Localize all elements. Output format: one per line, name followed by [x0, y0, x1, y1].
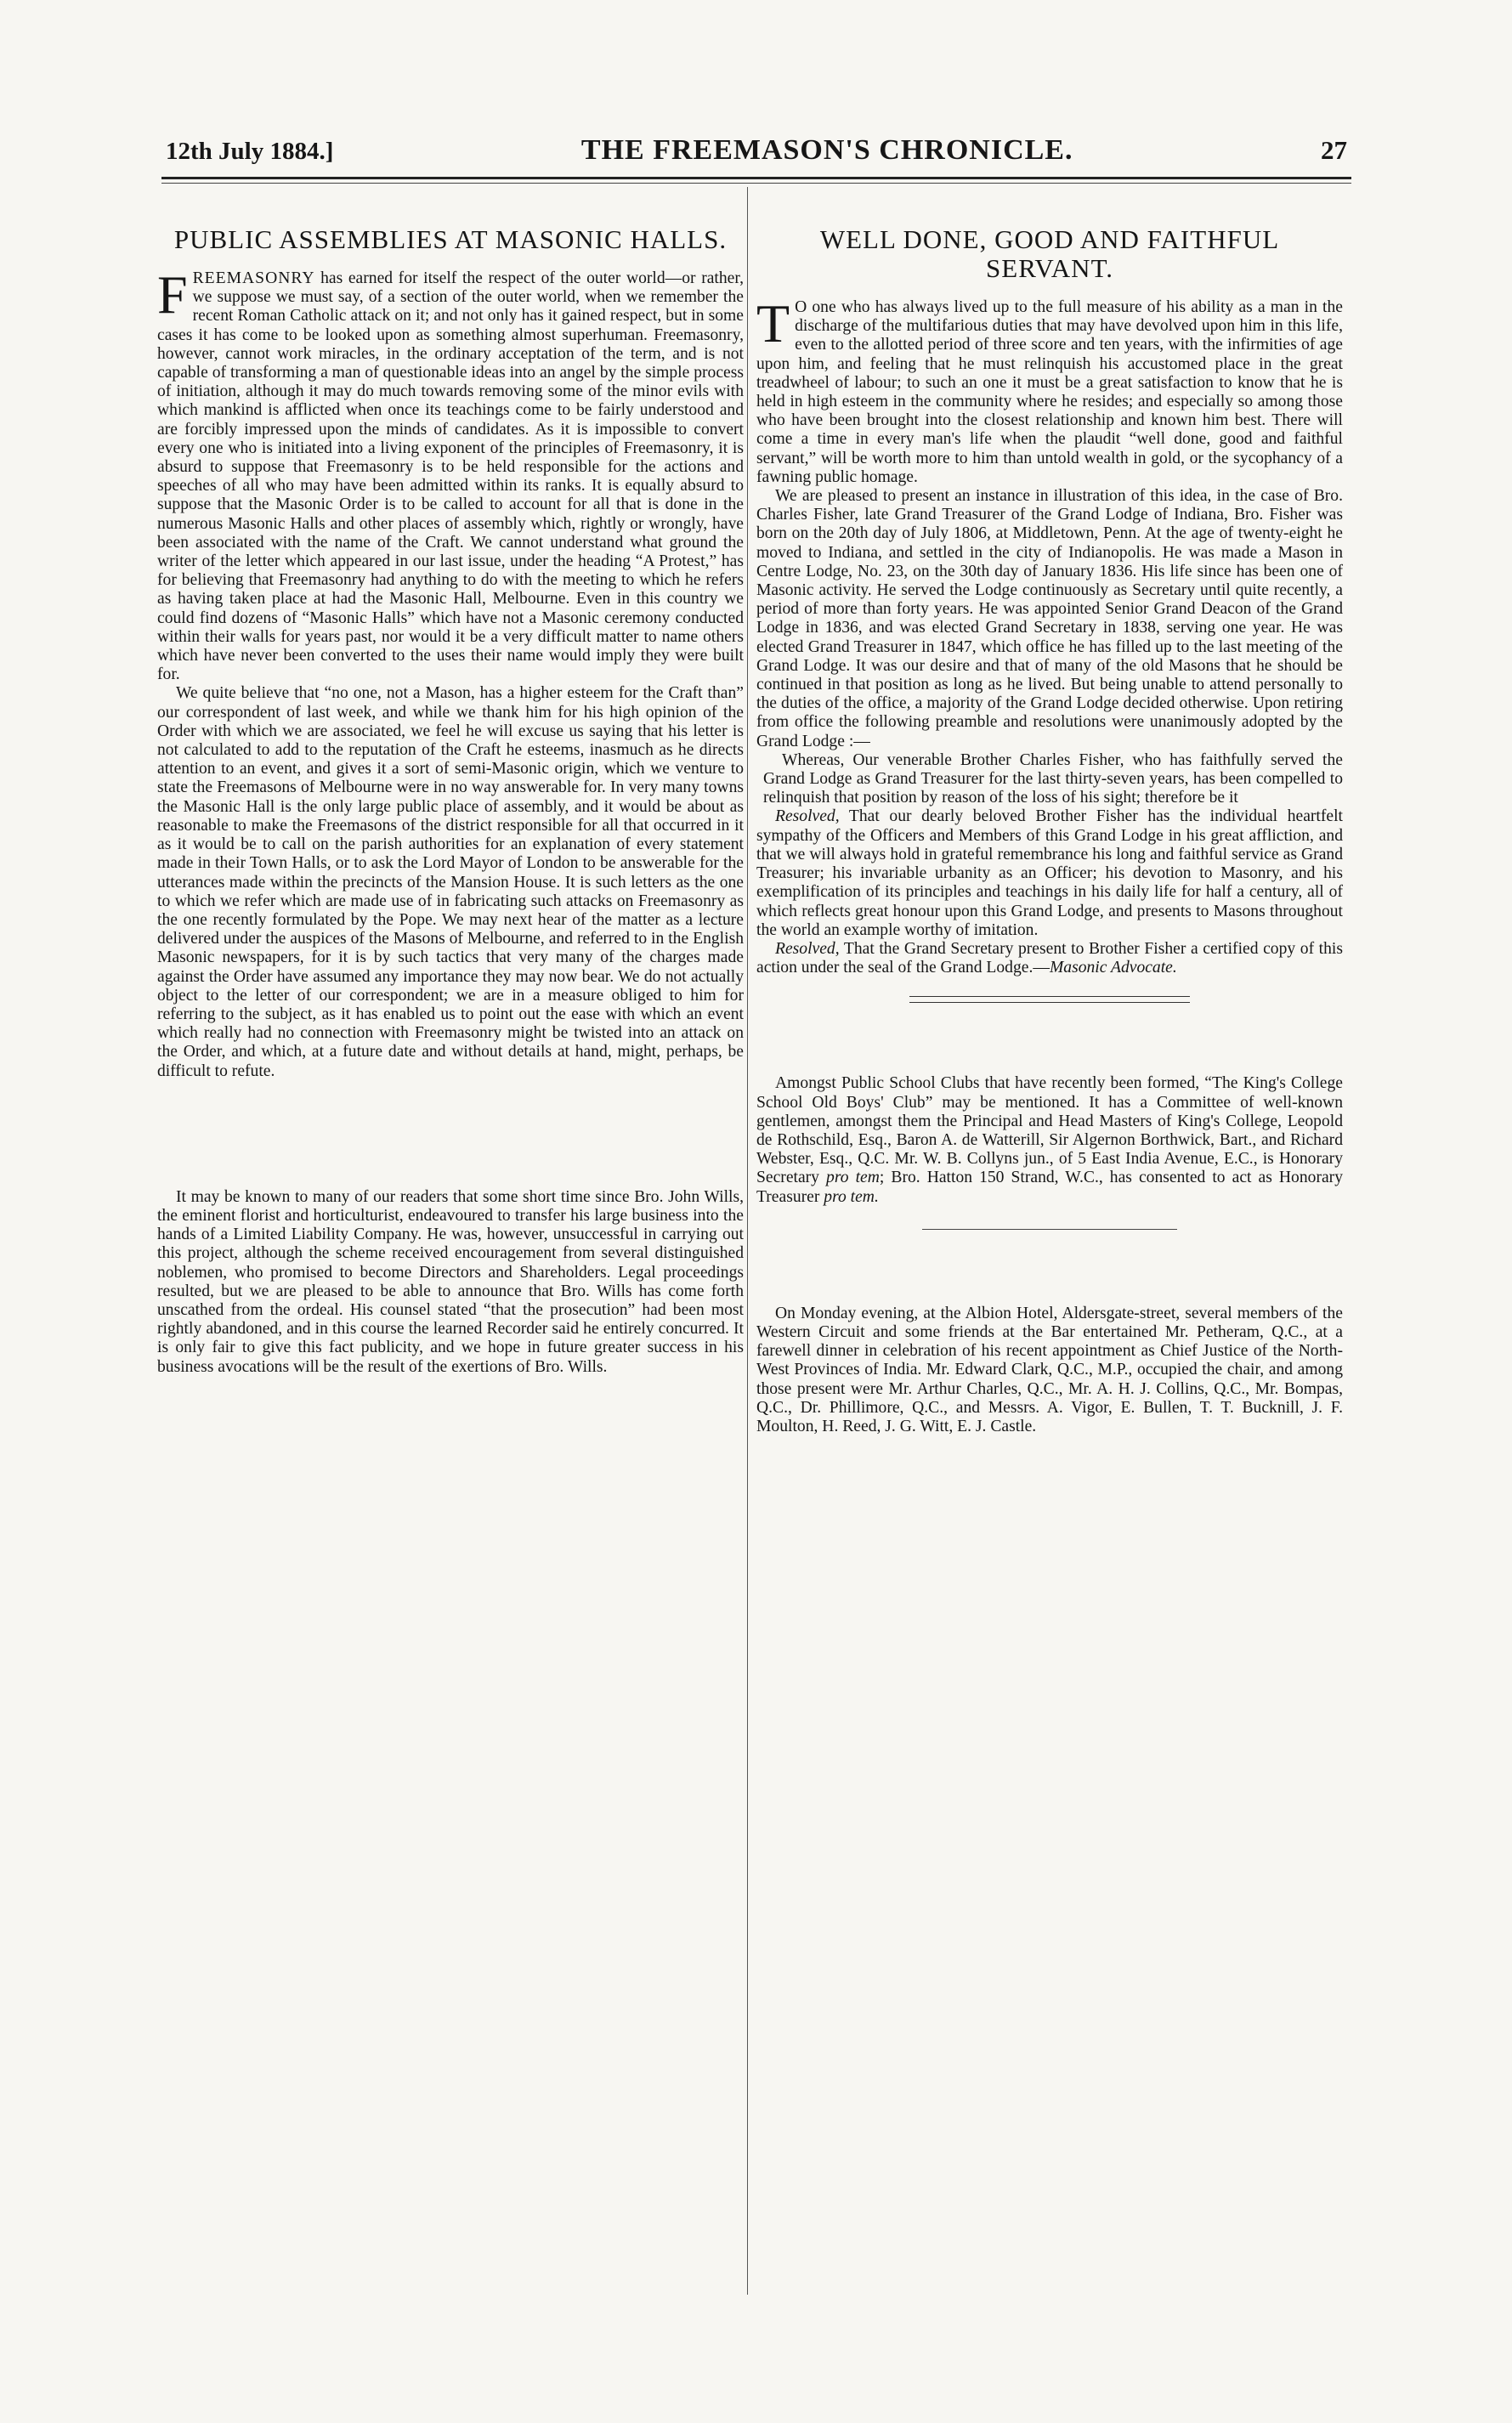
pro-tem: pro tem: [826, 1169, 880, 1187]
article-headline-masonic-halls: PUBLIC ASSEMBLIES AT MASONIC HALLS.: [173, 224, 728, 254]
resolution-2: [756, 940, 1343, 977]
lead-word: REEMASONRY: [192, 269, 315, 287]
issue-date: 12th July 1884.]: [166, 138, 334, 165]
column-divider: [747, 187, 748, 2295]
news-item-wills: It may be known to many of our readers that some short time since Bro. John Wills, the eminent florist and horticulturist, endeavoured to transfer his large business into the hands of a Limited Liability Company. He was, however, unsuccessful in carrying out this project, although the scheme received encouragement from several distinguished noblemen, who promised to become Directors and Shareholders. Legal proceedings resulted, but we are pleased to be able to announce that Bro. Wills has come forth unscathed from the ordeal. His counsel stated “that the prosecution” had been most rightly abandoned, and in this course the learned Recorder said he entirely concurred. It is only fair to give this fact publicity, and we hope in future greater success in his business avocations will be the result of the exertions of Bro. Wills.: [157, 1187, 744, 1376]
resolution-text: That our dearly beloved Brother Fisher has the individual heartfelt sympathy of the Officers and Members of this Grand Lodge in his great affliction, and that we will always hold in grateful remembrance his long and faithful service as Grand Treasurer; his invariable urbanity as an Officer; his devotion to Masonry, and his exemplification of its principles and teachings in his daily life for half a century, all of which reflects great honour upon this Grand Lodge, and presents to Masons throughout the world an example worthy of imitation.: [756, 807, 1343, 939]
article-headline-faithful-servant: WELL DONE, GOOD AND FAITHFUL SERVANT.: [819, 224, 1280, 283]
article-paragraph: [756, 293, 1343, 487]
left-column: [157, 225, 744, 1377]
resolution-text: That the Grand Secretary present to Brother Fisher a certified copy of this action under the seal of the Grand Lodge.—: [756, 939, 1343, 977]
header-rule-thin: [161, 183, 1351, 184]
section-separator: [909, 996, 1190, 1003]
source-credit: Masonic Advocate.: [1049, 959, 1177, 977]
drop-cap: F: [157, 264, 188, 325]
page-number: 27: [1320, 135, 1347, 165]
header-rule: [161, 177, 1351, 179]
resolution-1: [756, 807, 1343, 939]
drop-cap: T: [756, 293, 790, 354]
whereas-clause: Whereas, Our venerable Brother Charles Fisher, who has faithfully served the Grand Lodge as Grand Treasurer for the last thirty-seven years, has been compelled to relinquish that position by reason of the loss of his sight; therefore be it: [763, 750, 1343, 807]
club-text: Amongst Public School Clubs that have recently been formed, “The King's College School Old Boys' Club” may be mentioned. It has a Committee of well-known gentlemen, amongst them the Principal and Head Masters of King's College, Leopold de Rothschild, Esq., Baron A. de Watterill, Sir Algernon Borthwick, Bart., and Richard Webster, Esq., Q.C. Mr. W. B. Collyns jun., of 5 East India Avenue, E.C., is Honorary Secretary: [756, 1074, 1343, 1187]
resolved-label: Resolved,: [775, 807, 840, 826]
resolved-label: Resolved,: [775, 939, 840, 958]
article-paragraph: We quite believe that “no one, not a Mason, has a higher esteem for the Craft than” our correspondent of last week, and while we thank him for his high opinion of the Order with which we are associated, we feel he will excuse us saying that his letter is not calculated to add to the reputation of the Craft he esteems, inasmuch as he directs attention to an event, and gives it a sort of semi-Masonic origin, which we venture to state the Freemasons of Melbourne were in no way answerable for. In very many towns the Masonic Hall is the only large public place of assembly, and it would be about as reasonable to make the Freemasons of the district responsible for all that occurred in it as it would be to call on the parish authorities for an explanation of every statement made in their Town Halls, or to ask the Lord Mayor of London to be answerable for the utterances made within the precincts of the Mansion House. It is such letters as the one to which we refer which are made use of in fabricating such attacks on Freemasonry as the one recently formulated by the Pope. We may next hear of the matter as a lecture delivered under the auspices of the Masons of Melbourne, and referred to in the English Masonic newspapers, for it is by such tactics that very many of the charges made against the Order have assumed any importance they may now bear. We do not actually object to the letter of our correspondent; we are in a measure obliged to him for referring to the subject, as it has enabled us to point out the ease with which an event which really had no connection with Freemasonry might be twisted into an attack on the Order, and which, at a future date and without details at hand, might, perhaps, be difficult to refute.: [157, 684, 744, 1080]
publication-title: THE FREEMASON'S CHRONICLE.: [580, 134, 1073, 166]
right-column: [756, 225, 1343, 1436]
article-paragraph: We are pleased to present an instance in illustration of this idea, in the case of Bro. Charles Fisher, late Grand Treasurer of the Grand Lodge of Indiana, Bro. Fisher was born on the 20th day of July 1806, at Middletown, Penn. At the age of twenty-eight he moved to Indiana, and settled in the city of Indianopolis. He was made a Mason in Centre Lodge, No. 23, on the 30th day of January 1836. His life since has been one of Masonic activity. He served the Lodge continuously as Secretary until quite recently, a period of more than forty years. He was appointed Senior Grand Deacon of the Grand Lodge in 1836, and was elected Grand Secretary in 1838, serving one year. He was elected Grand Treasurer in 1847, which office he has filled up to the last meeting of the Grand Lodge. It was our desire and that of many of the old Masons that he should be continued in that position as long as he lived. But being unable to attend personally to the duties of the office, a majority of the Grand Lodge decided otherwise. Upon retiring from office the following preamble and resolutions were unanimously adopted by the Grand Lodge :—: [756, 487, 1343, 750]
club-text: ; Bro. Hatton 150 Strand, W.C., has consented to act as Honorary Treasurer: [756, 1169, 1343, 1206]
running-header: [166, 134, 1347, 177]
section-gap: [157, 1081, 744, 1188]
paragraph-text: O one who has always lived up to the full measure of his ability as a man in the discharge of the multifarious duties that may have devolved upon him in this life, even to the allotted period of three score and ten years, with the infirmities of age upon him, and feeling that he must relinquish his accustomed place in the great treadwheel of labour; to such an one it must be a great satisfaction to know that he is held in high esteem in the community where he resides; and especially so among those who have been brought into the closest relationship and known him best. There will come a time in every man's life when the plaudit “well done, good and faithful servant,” will be worth more to him than untold wealth in gold, or the sycophancy of a fawning public homage.: [756, 298, 1343, 486]
pro-tem: pro tem.: [824, 1187, 879, 1206]
article-paragraph: [157, 264, 744, 684]
section-gap: [756, 1022, 1343, 1074]
news-item-dinner: On Monday evening, at the Albion Hotel, Aldersgate-street, several members of the Western Circuit and some friends at the Bar entertained Mr. Petheram, Q.C., at a farewell dinner in celebration of his recent appointment as Chief Justice of the North-West Provinces of India. Mr. Edward Clark, Q.C., M.P., occupied the chair, and among those present were Mr. Arthur Charles, Q.C., Mr. A. H. J. Collins, Q.C., Mr. Bompas, Q.C., Dr. Phillimore, Q.C., and Messrs. A. Vigor, E. Bullen, T. T. Bucknill, J. F. Moulton, H. Reed, J. G. Witt, E. J. Castle.: [756, 1304, 1343, 1435]
section-separator: [922, 1229, 1177, 1230]
news-item-club: [756, 1074, 1343, 1206]
section-gap: [756, 1252, 1343, 1305]
paragraph-text: has earned for itself the respect of the outer world—or rather, we suppose we must say, of a section of the outer world, when we remember the recent Roman Catholic attack on it; and not only has it gained respect, but in some cases it has come to be looked upon as something almost superhuman. Freemasonry, however, cannot work miracles, in the ordinary acceptation of the term, and is not capable of transforming a man of questionable ideas into an angel by the simple process of initiation, although it may do much towards removing some of the minor evils with which mankind is afflicted when once its teachings come to be fairly understood and are forcibly impressed upon the minds of candidates. As it is impossible to convert every one who is initiated into a living exponent of the principles of Freemasonry, it is absurd to suppose that Freemasonry is to be held responsible for the actions and speeches of all who may have been admitted within its ranks. It is equally absurd to suppose that the Masonic Order is to be called to account for all that is done in the numerous Masonic Halls and other places of assembly which, rightly or wrongly, have been associated with the name of the Craft. We cannot understand what ground the writer of the letter which appeared in our last issue, under the heading “A Protest,” has for believing that Freemasonry had anything to do with the meeting to which he refers as having taken place at had the Masonic Hall, Melbourne. Even in this country we could find dozens of “Masonic Halls” which have not a Masonic ceremony conducted within their walls for years past, nor would it be a very difficult matter to name others which have never been converted to the uses their name would imply they were built for.: [157, 269, 744, 684]
